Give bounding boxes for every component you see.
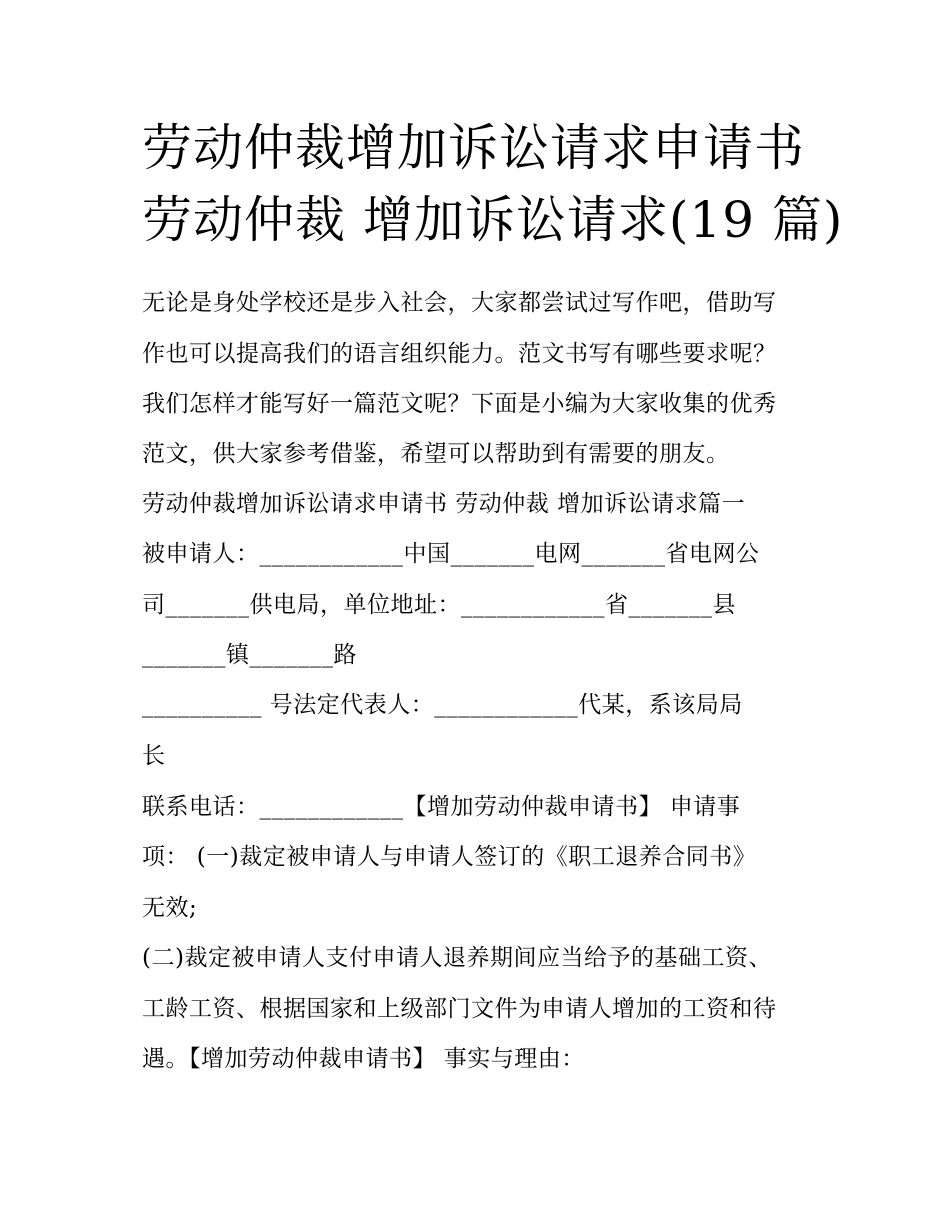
section-heading: 劳动仲裁增加诉讼请求申请书 劳动仲裁 增加诉讼请求篇一 <box>142 491 746 517</box>
body-text-line: 联系电话：____________【增加劳动仲裁申请书】 申请事 <box>142 794 741 820</box>
body-text-line: 我们怎样才能写好一篇范文呢？下面是小编为大家收集的优秀 <box>142 391 777 417</box>
body-text-line: 无论是身处学校还是步入社会，大家都尝试过写作吧，借助写 <box>142 290 777 316</box>
body-text-line: 被申请人：____________中国_______电网_______省电网公 <box>142 541 760 567</box>
document-title-line-2: 劳动仲裁 增加诉讼请求(19 篇) <box>142 191 844 249</box>
body-text-line: 司_______供电局，单位地址：____________省_______县 <box>142 592 736 618</box>
body-text-line: 遇。【增加劳动仲裁申请书】 事实与理由： <box>142 1046 585 1072</box>
body-text-line: 无效; <box>142 895 198 921</box>
body-text-line: 项： (一)裁定被申请人与申请人签订的《职工退养合同书》 <box>142 844 757 870</box>
body-text-line: _______镇_______路 <box>142 642 357 668</box>
body-text-line: 范文，供大家参考借鉴，希望可以帮助到有需要的朋友。 <box>142 441 730 467</box>
body-text-line: __________ 号法定代表人：____________代某，系该局局 <box>142 692 743 718</box>
body-text-line: 工龄工资、根据国家和上级部门文件为申请人增加的工资和待 <box>142 996 777 1022</box>
body-text-line: (二)裁定被申请人支付申请人退养期间应当给予的基础工资、 <box>142 945 772 971</box>
body-text-line: 作也可以提高我们的语言组织能力。范文书写有哪些要求呢？ <box>142 341 777 367</box>
body-text-line: 长 <box>142 743 166 769</box>
document-title-line-1: 劳动仲裁增加诉讼请求申请书 <box>142 119 805 177</box>
